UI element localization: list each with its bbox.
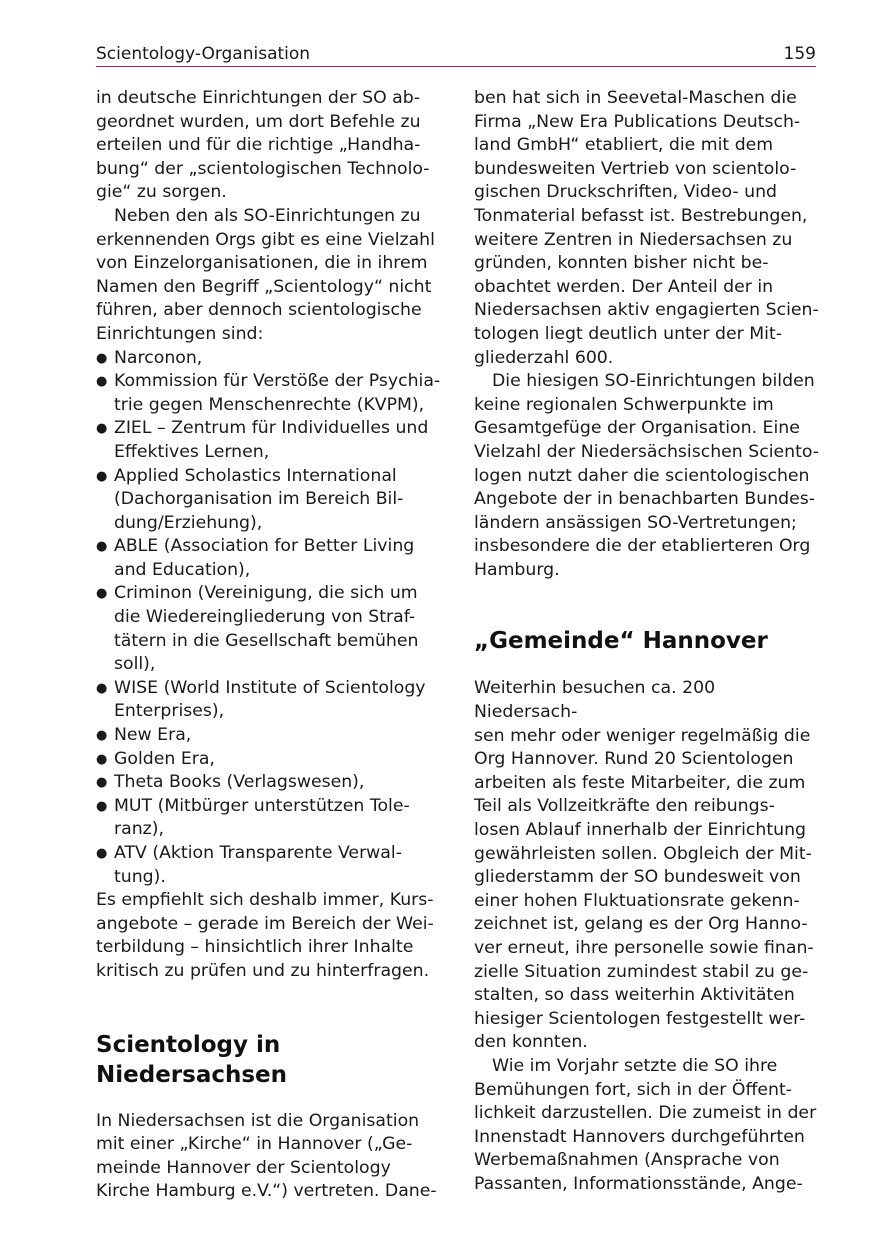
- list-item: ● ATV (Aktion Transparente Verwal- tung).: [96, 842, 441, 889]
- paragraph: Weiterhin besuchen ca. 200 Niedersach- sen mehr oder weniger regelmäßig die Org Hannover. Rund 20 Scientologen arbeiten als feste Mitarbeiter, die zum Teil als Vollzeitkräfte den reibungs- losen Ablauf innerhalb der Einrichtung gewährleisten sollen. Obgleich der Mit- gliederstamm der SO bundesweit von einer hohen Fluktuationsrate gekenn- zeichnet ist, gelang es der Org Hanno- ver erneut, ihre personelle sowie finan- zielle Situation zumindest stabil zu ge- stalten, so dass weiterhin Aktivitäten hiesiger Scientologen festgestellt wer- den konnten.: [474, 678, 814, 1053]
- list-item: ● WISE (World Institute of Scientology Enterprises),: [96, 677, 441, 724]
- right-column: [474, 87, 820, 1197]
- list-item: ● Criminon (Vereinigung, die sich um die Wiedereingliederung von Straf- tätern in die Gesellschaft bemühen soll),: [96, 582, 441, 676]
- list-item: ● MUT (Mitbürger unterstützen Tole- ranz),: [96, 795, 441, 842]
- section-heading: Scientology in Niedersachsen: [96, 1031, 288, 1088]
- organisation-list: [96, 347, 441, 890]
- list-item: ● Applied Scholastics International (Dachorganisation im Bereich Bil- dung/Erziehung),: [96, 465, 441, 536]
- paragraph: Wie im Vorjahr setzte die SO ihre Bemühungen fort, sich in der Öffent- lichkeit darzustellen. Die zumeist in der Innenstadt Hannovers durchgeführten Werbemaßnahmen (Ansprache von Passanten, Informationsstände, Ange-: [474, 1055, 817, 1194]
- list-item: ● Theta Books (Verlagswesen),: [96, 771, 441, 795]
- list-item: ● Kommission für Verstöße der Psychia- trie gegen Menschenrechte (KVPM),: [96, 370, 441, 417]
- list-item: ● Narconon,: [96, 347, 441, 371]
- list-item: ● New Era,: [96, 724, 441, 748]
- list-item: ● ZIEL – Zentrum für Individuelles und Effektives Lernen,: [96, 417, 441, 464]
- paragraph: in deutsche Einrichtungen der SO ab- geordnet wurden, um dort Befehle zu erteilen und für die richtige „Handha- bung“ der „scientologischen Technolo- gie“ zu sorgen.: [96, 88, 430, 203]
- page-number: 159: [783, 44, 816, 64]
- paragraph: Die hiesigen SO-Einrichtungen bilden keine regionalen Schwerpunkte im Gesamtgefüge der Organisation. Eine Vielzahl der Niedersächsischen Sciento- logen nutzt daher die scientologischen Angebote der in benachbarten Bundes- ländern ansässigen SO-Vertretungen; insbesondere die der etablierteren Org Hamburg.: [474, 371, 820, 580]
- paragraph: In Niedersachsen ist die Organisation mit einer „Kirche“ in Hannover („Ge- meinde Hannover der Scientology Kirche Hamburg e.V.“) vertreten. Dane-: [96, 1110, 437, 1202]
- paragraph: Es empfiehlt sich deshalb immer, Kurs- angebote – gerade im Bereich der Wei- terbildung – hinsichtlich ihrer Inhalte kritisch zu prüfen und zu hinterfragen.: [96, 890, 434, 981]
- running-head: [96, 42, 816, 67]
- section-heading: „Gemeinde“ Hannover: [474, 628, 768, 655]
- left-column: [96, 87, 441, 1204]
- paragraph: ben hat sich in Seevetal-Maschen die Firma „New Era Publications Deutsch- land GmbH“ etabliert, die mit dem bundesweiten Vertrieb von scientolo- gischen Druckschriften, Video- und Tonmaterial befasst ist. Bestrebungen, weitere Zentren in Niedersachsen zu gründen, konnten bisher nicht be- obachtet werden. Der Anteil der in Niedersachsen aktiv engagierten Scien- tologen liegt deutlich unter der Mit- gliederzahl 600.: [474, 88, 819, 368]
- running-head-title: Scientology-Organisation: [96, 44, 311, 64]
- paragraph: Neben den als SO-Einrichtungen zu erkennenden Orgs gibt es eine Vielzahl von Einzelorganisationen, die in ihrem Namen den Begriff „Scientology“ nicht führen, aber dennoch scientologische Einrichtungen sind:: [96, 205, 435, 344]
- list-item: ● ABLE (Association for Better Living and Education),: [96, 535, 441, 582]
- list-item: ● Golden Era,: [96, 748, 441, 772]
